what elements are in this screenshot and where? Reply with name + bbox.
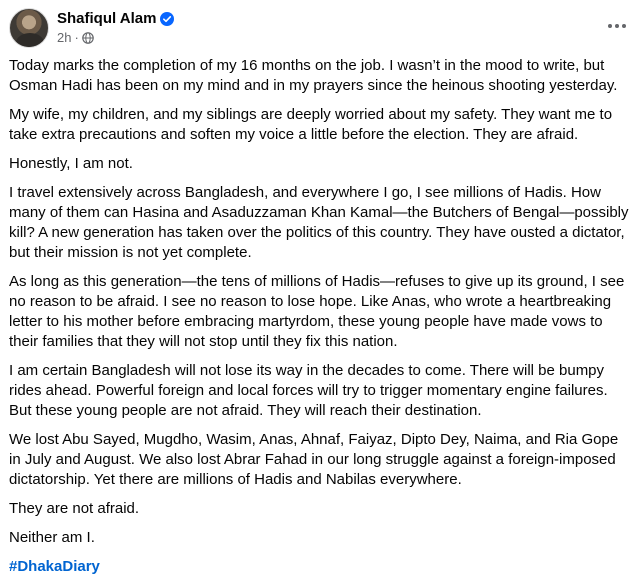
more-options-button[interactable]: [603, 14, 631, 38]
avatar-figure: [16, 33, 44, 48]
post-meta: [57, 30, 94, 46]
author-row: [57, 10, 174, 28]
post-paragraph: We lost Abu Sayed, Mugdho, Wasim, Anas, Ahnaf, Faiyaz, Dipto Dey, Naima, and Ria Gope in July and August. We also lost Abrar Fahad in our long struggle against a foreign-imposed dictatorship. Yet there are millions of Hadis and Nabilas everywhere.: [9, 431, 619, 488]
globe-icon[interactable]: [82, 32, 94, 44]
post-paragraph: As long as this generation—the tens of millions of Hadis—refuses to give up its ground, I see no reason to be afraid. I see no reason to lose hope. Like Anas, who wrote a heartbreaking letter to his mother before embracing martyrdom, these young people have made vows to their families that they will not stop until they fix this nation.: [9, 273, 625, 350]
author-name[interactable]: Shafiqul Alam: [57, 10, 157, 27]
post-paragraph: I travel extensively across Bangladesh, and everywhere I go, I see millions of Hadis. How many of them can Hasina and Asaduzzaman Khan Kamal—the Butchers of Bengal—possibly kill? A new generation has taken over the politics of this country. They have ousted a dictator, but their mission is not yet complete.: [9, 184, 629, 261]
post-paragraph: Neither am I.: [9, 529, 95, 546]
meta-separator: ·: [74, 30, 79, 45]
post-paragraph: I am certain Bangladesh will not lose its way in the decades to come. There will be bumpy rides ahead. Powerful foreign and local forces will try to trigger momentary engine failures. But these young people are not afraid. They will reach their destination.: [9, 362, 608, 419]
avatar[interactable]: [9, 8, 49, 48]
hashtag-paragraph: [9, 557, 633, 577]
post-paragraph: Honestly, I am not.: [9, 155, 133, 172]
verified-badge-icon: [160, 12, 174, 26]
post-paragraph: My wife, my children, and my siblings are deeply worried about my safety. They want me to take extra precautions and soften my voice a little before the election. They are afraid.: [9, 106, 613, 143]
post-paragraph: They are not afraid.: [9, 500, 140, 517]
post-header: [9, 8, 631, 48]
more-options-icon: [608, 24, 626, 28]
hashtag-link[interactable]: #DhakaDiary: [9, 558, 100, 575]
post-timestamp[interactable]: 2h: [57, 30, 72, 45]
post-body: [9, 56, 633, 586]
post-paragraph: Today marks the completion of my 16 months on the job. I wasn’t in the mood to write, but Osman Hadi has been on my mind and in my prayers since the heinous shooting yesterday.: [9, 57, 618, 94]
